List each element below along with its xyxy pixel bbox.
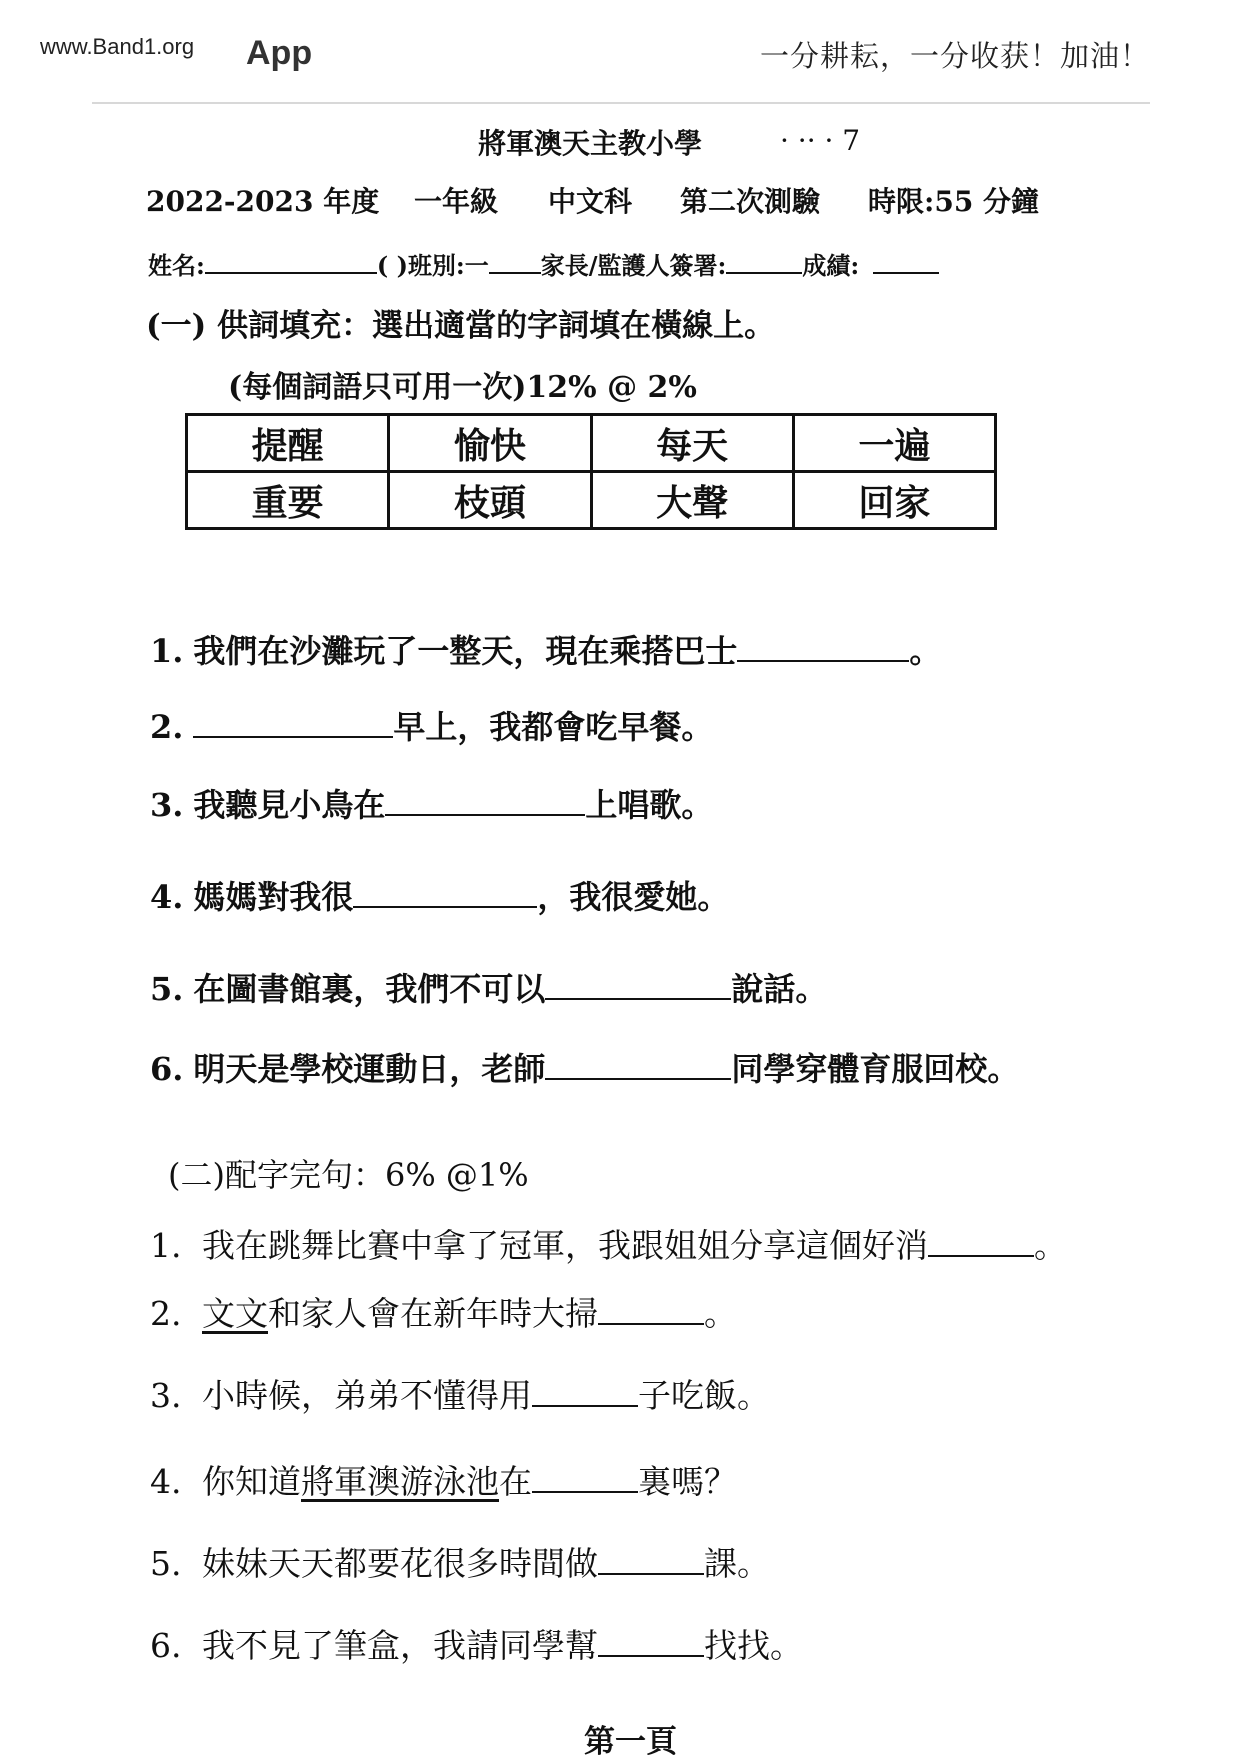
question-text: 我不見了筆盒，我請同學幫: [202, 1626, 598, 1665]
question-number: 5.: [150, 970, 184, 1008]
proper-name: 將軍澳游泳池: [301, 1462, 499, 1501]
s1-question-1: [150, 626, 941, 672]
answer-blank[interactable]: [598, 1551, 704, 1575]
answer-blank[interactable]: [598, 1301, 704, 1325]
word-bank-cell: 提醒: [187, 415, 389, 472]
answer-blank[interactable]: [532, 1383, 638, 1407]
header-divider: [92, 102, 1150, 104]
question-text-end: 早上，我都會吃早餐。: [393, 708, 714, 746]
word-bank-cell: 大聲: [591, 472, 793, 529]
question-text-end: 。: [1034, 1226, 1067, 1265]
answer-blank[interactable]: [193, 714, 393, 738]
s1-question-5: [150, 964, 827, 1010]
word-bank-cell: 回家: [793, 472, 995, 529]
name-label: 姓名:: [148, 251, 205, 280]
answer-blank[interactable]: [737, 638, 909, 662]
s2-question-2: [150, 1288, 737, 1335]
section2-title: (二)配字完句：6% @1%: [168, 1156, 529, 1194]
question-text: 我在跳舞比賽中拿了冠軍，我跟姐姐分享這個好消: [202, 1226, 928, 1265]
proper-name: 文文: [202, 1294, 268, 1333]
question-text-end: 同學穿體育服回校。: [731, 1050, 1020, 1088]
question-number: 1.: [150, 1226, 182, 1265]
guardian-label: 家長/監護人簽署:: [540, 251, 727, 280]
question-number: 6.: [150, 1626, 182, 1665]
answer-blank[interactable]: [385, 792, 585, 816]
subject: 中文科: [548, 185, 633, 218]
question-text: 我聽見小鳥在: [193, 786, 386, 824]
site-url[interactable]: www.Band1.org: [40, 34, 195, 59]
score-label: 成績:: [802, 251, 860, 280]
class-blank[interactable]: [489, 252, 541, 274]
question-number: 6.: [150, 1050, 184, 1088]
s1-question-6: [150, 1044, 1019, 1090]
question-number: 3.: [150, 1376, 182, 1415]
question-text: 小時候，弟弟不懂得用: [202, 1376, 532, 1415]
question-text-end: 。: [909, 632, 942, 670]
pen-marks: · ·· · 7: [780, 124, 861, 157]
s2-question-4: [150, 1456, 737, 1503]
question-number: 4.: [150, 1462, 182, 1501]
school-year: 2022-2023 年度: [146, 185, 380, 218]
guardian-blank[interactable]: [726, 252, 802, 274]
question-text: 和家人會在新年時大掃: [268, 1294, 598, 1333]
s1-question-2: [150, 702, 713, 748]
answer-blank[interactable]: [353, 884, 537, 908]
word-bank-cell: 一遍: [793, 415, 995, 472]
word-bank-cell: 每天: [591, 415, 793, 472]
word-bank-table: [185, 413, 997, 530]
answer-blank[interactable]: [532, 1469, 638, 1493]
score-blank[interactable]: [873, 252, 939, 274]
question-number: 4.: [150, 878, 184, 916]
school-name: 將軍澳天主教小學: [478, 127, 703, 160]
question-text: 在圖書館裏，我們不可以: [193, 970, 546, 1008]
question-number: 1.: [150, 632, 184, 670]
section1-subtitle: (每個詞語只可用一次)12% @ 2%: [228, 370, 697, 405]
question-text-end: 課。: [704, 1544, 770, 1583]
s2-question-3: [150, 1370, 770, 1417]
word-bank-row: [187, 415, 996, 472]
question-number: 2.: [150, 1294, 182, 1333]
s2-question-6: [150, 1620, 803, 1667]
question-text-end: ，我很愛她。: [537, 878, 730, 916]
question-number: 5.: [150, 1544, 182, 1583]
page-number: 第一頁: [584, 1724, 677, 1760]
question-text-end: 子吃飯。: [638, 1376, 770, 1415]
question-text: 我們在沙灘玩了一整天，現在乘搭巴士: [193, 632, 738, 670]
question-text-end: 說話。: [731, 970, 828, 1008]
question-text-end: 找找。: [704, 1626, 803, 1665]
s1-question-4: [150, 872, 729, 918]
s2-question-1: [150, 1220, 1067, 1267]
test-name: 第二次測驗: [680, 185, 821, 218]
question-text: 明天是學校運動日，老師: [193, 1050, 546, 1088]
s1-question-3: [150, 780, 713, 826]
grade: 一年級: [414, 185, 499, 218]
class-label: 班別:一: [407, 251, 489, 280]
name-blank[interactable]: [205, 252, 377, 274]
time-limit: 時限:55 分鐘: [868, 185, 1040, 218]
word-bank-cell: 重要: [187, 472, 389, 529]
question-text: 妹妹天天都要花很多時間做: [202, 1544, 598, 1583]
question-text-end: 。: [704, 1294, 737, 1333]
answer-blank[interactable]: [598, 1633, 704, 1657]
question-number: 3.: [150, 786, 184, 824]
slogan: 一分耕耘，一分收获！加油！: [759, 39, 1150, 73]
answer-blank[interactable]: [545, 1056, 731, 1080]
app-label: App: [246, 34, 313, 72]
question-text-end: 上唱歌。: [585, 786, 714, 824]
question-number: 2.: [150, 708, 184, 746]
word-bank-cell: 愉快: [389, 415, 591, 472]
question-text: 你知道: [202, 1462, 301, 1501]
word-bank-cell: 枝頭: [389, 472, 591, 529]
section1-title: (一) 供詞填充：選出適當的字詞填在橫線上。: [146, 308, 776, 344]
answer-blank[interactable]: [545, 976, 731, 1000]
s2-question-5: [150, 1538, 770, 1585]
word-bank-row: [187, 472, 996, 529]
question-text: 在: [499, 1462, 532, 1501]
question-text: 媽媽對我很: [193, 878, 354, 916]
student-info-row: [148, 246, 939, 281]
answer-blank[interactable]: [928, 1233, 1034, 1257]
class-number-paren: ( ): [376, 251, 408, 280]
question-text-end: 裏嗎？: [638, 1462, 737, 1501]
